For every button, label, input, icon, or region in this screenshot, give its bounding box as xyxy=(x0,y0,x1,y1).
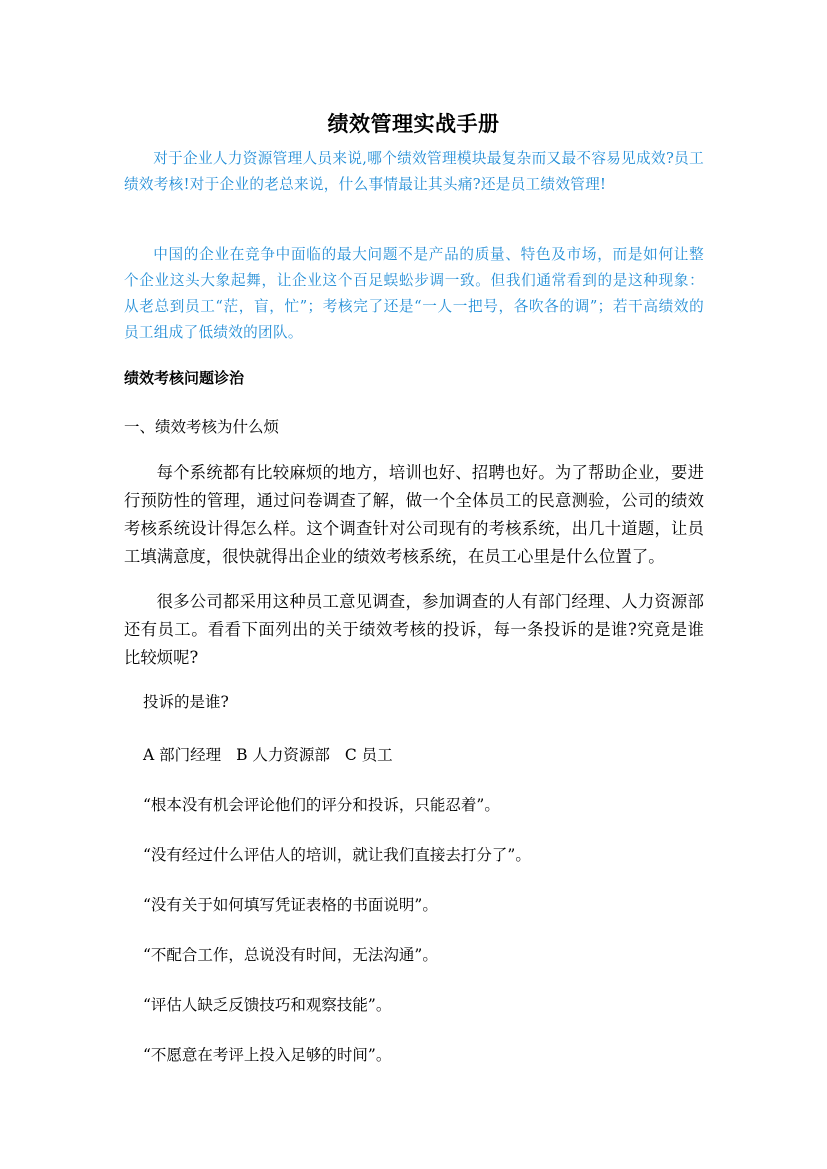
option-a: A 部门经理 xyxy=(143,746,222,764)
complaint-item: “不配合工作，总说没有时间，无法沟通”。 xyxy=(143,946,438,964)
subsection-heading: 一、绩效考核为什么烦 xyxy=(124,418,280,436)
option-b: B 人力资源部 xyxy=(236,746,330,764)
question-text: 投诉的是谁? xyxy=(143,693,229,711)
intro-paragraph-1: 对于企业人力资源管理人员来说,哪个绩效管理模块最复杂而又最不容易见成效?员工绩效考核!对于企业的老总来说，什么事情最让其头痛?还是员工绩效管理! xyxy=(124,150,704,193)
complaint-item: “没有经过什么评估人的培训，就让我们直接去打分了”。 xyxy=(143,846,531,864)
option-c: C 员工 xyxy=(344,746,393,764)
complaint-item: “根本没有机会评论他们的评分和投诉，只能忍着”。 xyxy=(143,796,500,814)
body-paragraph-2: 很多公司都采用这种员工意见调查，参加调查的人有部门经理、人力资源部还有员工。看看下面列出的关于绩效考核的投诉，每一条投诉的是谁?究竟是谁比较烦呢? xyxy=(124,592,704,667)
document-title: 绩效管理实战手册 xyxy=(327,111,500,136)
complaint-item: “评估人缺乏反馈技巧和观察技能”。 xyxy=(143,996,392,1014)
options-row xyxy=(143,743,403,765)
complaint-item: “不愿意在考评上投入足够的时间”。 xyxy=(143,1046,392,1064)
complaint-item: “没有关于如何填写凭证表格的书面说明”。 xyxy=(143,896,438,914)
body-paragraph-1: 每个系统都有比较麻烦的地方，培训也好、招聘也好。为了帮助企业，要进行预防性的管理，通过问卷调查了解，做一个全体员工的民意测验，公司的绩效考核系统设计得怎么样。这个调查针对公司现有的考核系统，出几十道题，让员工填满意度，很快就得出企业的绩效考核系统，在员工心里是什么位置了。 xyxy=(124,463,704,566)
section-heading: 绩效考核问题诊治 xyxy=(124,369,245,387)
intro-paragraph-2: 中国的企业在竞争中面临的最大问题不是产品的质量、特色及市场，而是如何让整个企业这头大象起舞，让企业这个百足蜈蚣步调一致。但我们通常看到的是这种现象：从老总到员工“茫，盲，忙”；考核完了还是“一人一把号，各吹各的调”；若干高绩效的员工组成了低绩效的团队。 xyxy=(124,246,704,341)
